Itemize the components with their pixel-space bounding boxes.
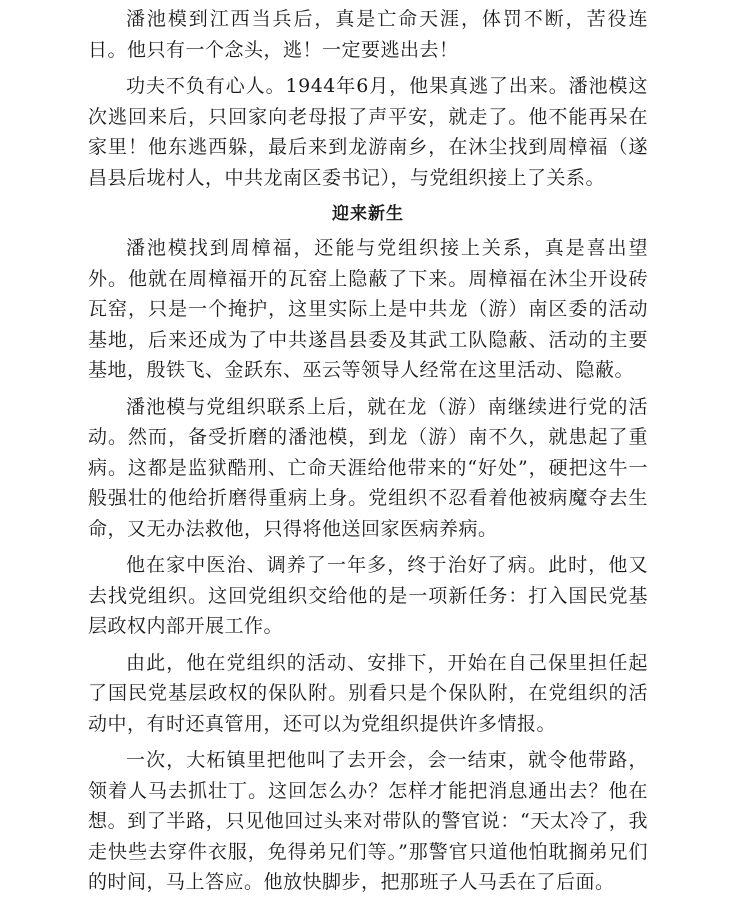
document-page xyxy=(88,4,648,904)
section-heading: 迎来新生 xyxy=(332,204,404,224)
paragraph: 潘池模到江西当兵后，真是亡命天涯，体罚不断，苦役连日。他只有一个念头，逃！一定要逃出去！ xyxy=(88,8,648,61)
paragraph: 潘池模与党组织联系上后，就在龙（游）南继续进行党的活动。然而，备受折磨的潘池模，到龙（游）南不久，就患起了重病。这都是监狱酷刑、亡命天涯给他带来的“好处”，硬把这牛一般强壮的他给折磨得重病上身。党组织不忍看着他被病魔夺去生命，又无办法救他，只得将他送回家医病养病。 xyxy=(88,395,648,540)
paragraph: 一次，大柘镇里把他叫了去开会，会一结束，就令他带路，领着人马去抓壮丁。这回怎么办？怎样才能把消息通出去？他在想。到了半路，只见他回过头来对带队的警官说：“天太冷了，我走快些去穿件衣服，免得弟兄们等。”那警官只道他怕耽搁弟兄们的时间，马上答应。他放快脚步，把那班子人马丢在了后面。 xyxy=(88,749,648,893)
paragraph: 他在家中医治、调养了一年多，终于治好了病。此时，他又去找党组织。这回党组织交给他的是一项新任务：打入国民党基层政权内部开展工作。 xyxy=(88,554,648,637)
paragraph: 由此，他在党组织的活动、安排下，开始在自己保里担任起了国民党基层政权的保队附。别看只是个保队附，在党组织的活动中，有时还真管用，还可以为党组织提供许多情报。 xyxy=(88,651,648,735)
paragraph: 潘池模找到周樟福，还能与党组织接上关系，真是喜出望外。他就在周樟福开的瓦窑上隐蔽了下来。周樟福在沐尘开设砖瓦窑，只是一个掩护，这里实际上是中共龙（游）南区委的活动基地，后来还成为了中共遂昌县委及其武工队隐蔽、活动的主要基地，殷铁飞、金跃东、巫云等领导人经常在这里活动、隐蔽。 xyxy=(88,237,648,381)
paragraph: 功夫不负有心人。1944年6月，他果真逃了出来。潘池模这次逃回来后，只回家向老母报了声平安，就走了。他不能再呆在家里！他东逃西躲，最后来到龙游南乡，在沐尘找到周樟福（遂昌县后垅村人，中共龙南区委书记），与党组织接上了关系。 xyxy=(88,75,648,189)
